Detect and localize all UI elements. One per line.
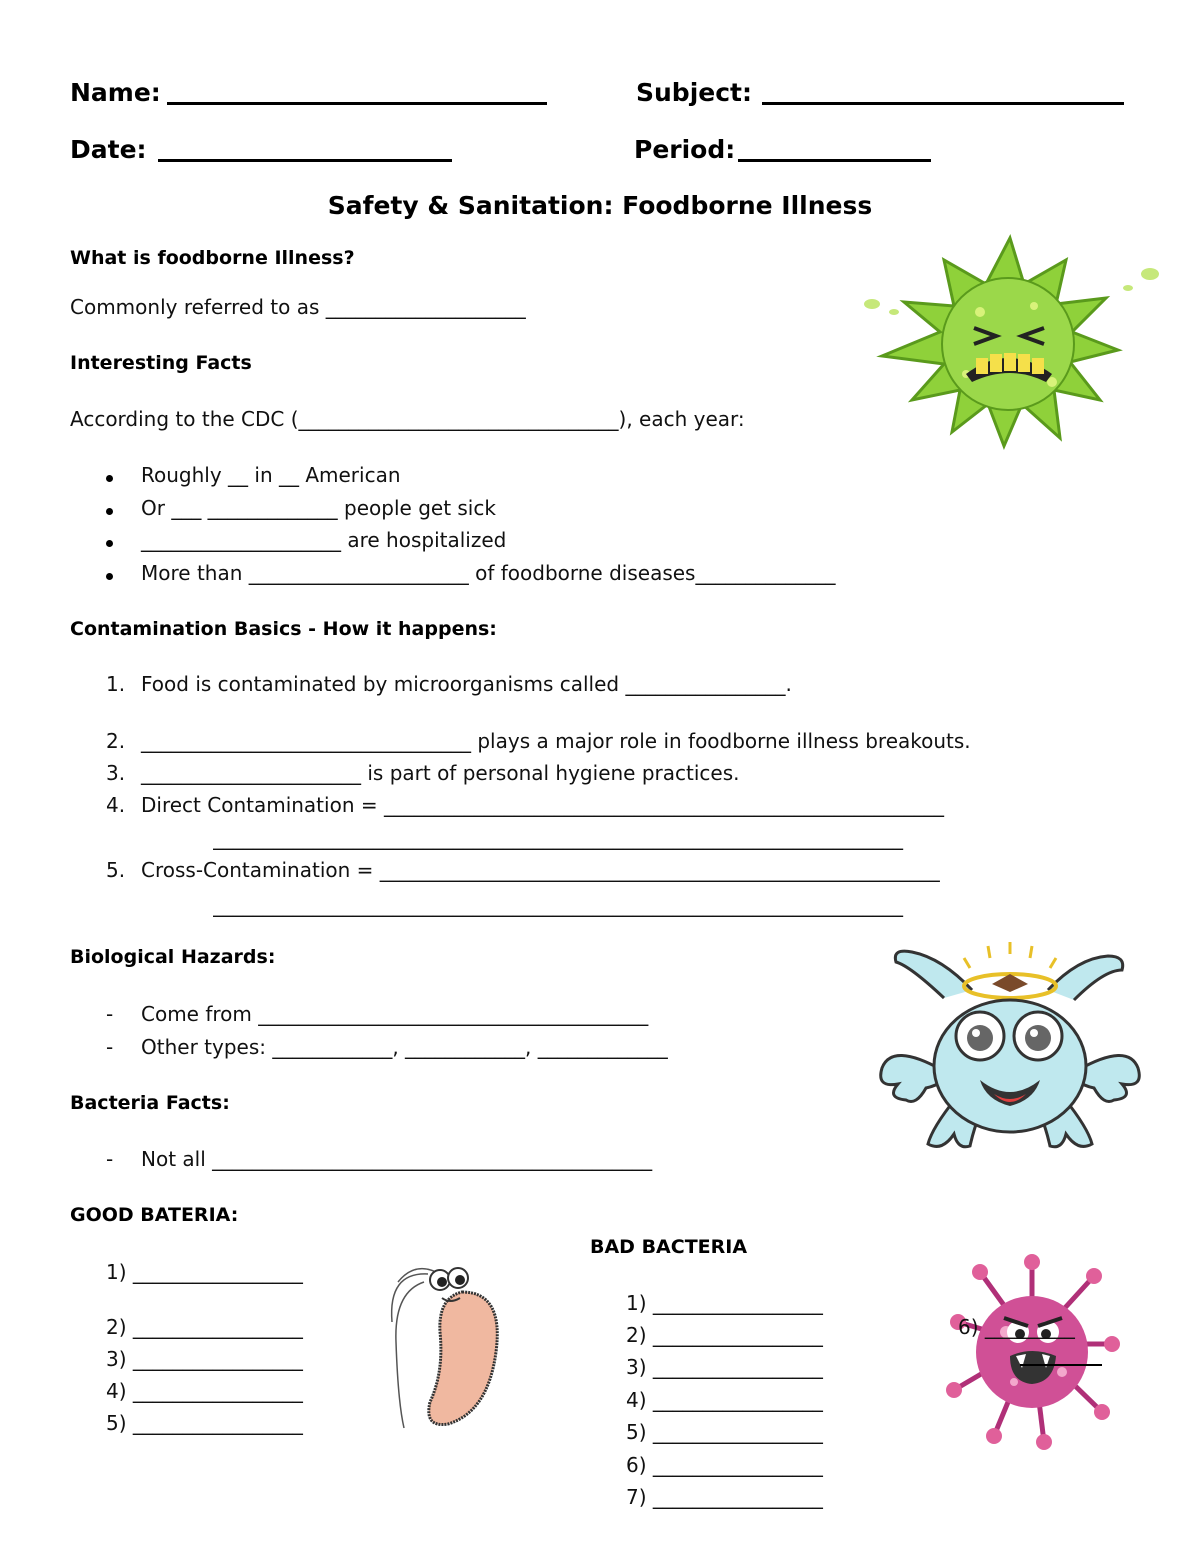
good-item-3: 3) _________________	[106, 1347, 303, 1371]
dash-icon: -	[106, 1035, 114, 1059]
contam-item-5: Cross-Contamination = ________________________________________________________	[141, 858, 940, 882]
contam-item-4: Direct Contamination = ________________________________________________________	[141, 793, 944, 817]
contam-item-2: _________________________________ plays a major role in foodborne illness breakouts.	[141, 729, 971, 753]
bad-item-6: 6) _________________	[626, 1453, 823, 1477]
fact-bullet-1: Roughly __ in __ American	[141, 463, 401, 487]
bacteria-facts-heading: Bacteria Facts:	[70, 1092, 230, 1114]
pink-germ-illustration	[944, 1252, 1120, 1450]
bad-item-4: 4) _________________	[626, 1388, 823, 1412]
bacillus-body	[392, 1268, 498, 1428]
period-label: Period:	[634, 135, 736, 164]
bacillus-illustration	[384, 1252, 510, 1432]
contam-num-1: 1.	[106, 672, 126, 696]
dash-icon: -	[106, 1002, 114, 1026]
fact-bullet-4: More than ______________________ of foodborne diseases______________	[141, 561, 836, 585]
what-is-heading: What is foodborne Illness?	[70, 247, 355, 269]
good-item-5: 5) _________________	[106, 1411, 303, 1435]
blue-germ-illustration	[872, 938, 1148, 1156]
bad-item-1: 1) _________________	[626, 1291, 823, 1315]
good-item-4: 4) _________________	[106, 1379, 303, 1403]
dash-icon: -	[106, 1147, 114, 1171]
bad-item-3: 3) _________________	[626, 1355, 823, 1379]
list-item	[106, 463, 113, 487]
contam-item-5-cont: _____________________________________________________________________	[213, 893, 903, 917]
facts-heading: Interesting Facts	[70, 352, 252, 374]
contam-num-4: 4.	[106, 793, 126, 817]
list-item	[106, 561, 113, 585]
blue-germ-body	[881, 951, 1140, 1147]
good-item-1: 1) _________________	[106, 1260, 303, 1284]
bullet-icon	[106, 508, 113, 515]
good-item-2: 2) _________________	[106, 1315, 303, 1339]
fact-bullet-3: ____________________ are hospitalized	[141, 528, 507, 552]
contam-item-1: Food is contaminated by microorganisms called ________________.	[141, 672, 792, 696]
bullet-icon	[106, 540, 113, 547]
bio-item-1: Come from _______________________________________	[141, 1002, 649, 1026]
bullet-icon	[106, 573, 113, 580]
contam-num-3: 3.	[106, 761, 126, 785]
name-field[interactable]	[167, 102, 547, 105]
period-field[interactable]	[738, 159, 931, 162]
subject-label: Subject:	[636, 78, 752, 107]
list-item	[106, 528, 113, 552]
bad-item-2: 2) _________________	[626, 1323, 823, 1347]
bio-item-2: Other types: ____________, ____________, _____________	[141, 1035, 668, 1059]
bullet-icon	[106, 475, 113, 482]
date-label: Date:	[70, 135, 147, 164]
green-germ-illustration	[856, 232, 1168, 450]
contam-num-5: 5.	[106, 858, 126, 882]
page-title: Safety & Sanitation: Foodborne Illness	[327, 191, 873, 220]
date-field[interactable]	[158, 159, 452, 162]
contam-item-3: ______________________ is part of personal hygiene practices.	[141, 761, 740, 785]
contamination-heading: Contamination Basics - How it happens:	[70, 618, 497, 640]
bad-item-extra: 6) _________	[958, 1315, 1075, 1339]
green-germ-body	[882, 238, 1118, 446]
contam-num-2: 2.	[106, 729, 126, 753]
bad-extra-line	[1020, 1364, 1102, 1366]
fact-bullet-2: Or ___ _____________ people get sick	[141, 496, 496, 520]
name-label: Name:	[70, 78, 161, 107]
bacteria-fact-1: Not all ____________________________________________	[141, 1147, 653, 1171]
good-bacteria-heading: GOOD BATERIA:	[70, 1204, 239, 1226]
bad-bacteria-heading: BAD BACTERIA	[590, 1236, 748, 1258]
contam-item-4-cont: _____________________________________________________________________	[213, 826, 903, 850]
bad-item-7: 7) _________________	[626, 1485, 823, 1509]
bio-heading: Biological Hazards:	[70, 946, 276, 968]
facts-intro: According to the CDC (________________________________), each year:	[70, 407, 745, 431]
bad-item-5: 5) _________________	[626, 1420, 823, 1444]
list-item	[106, 496, 113, 520]
subject-field[interactable]	[762, 102, 1124, 105]
halo-sparkle-icon	[964, 942, 1056, 968]
what-is-line: Commonly referred to as ____________________	[70, 295, 526, 319]
